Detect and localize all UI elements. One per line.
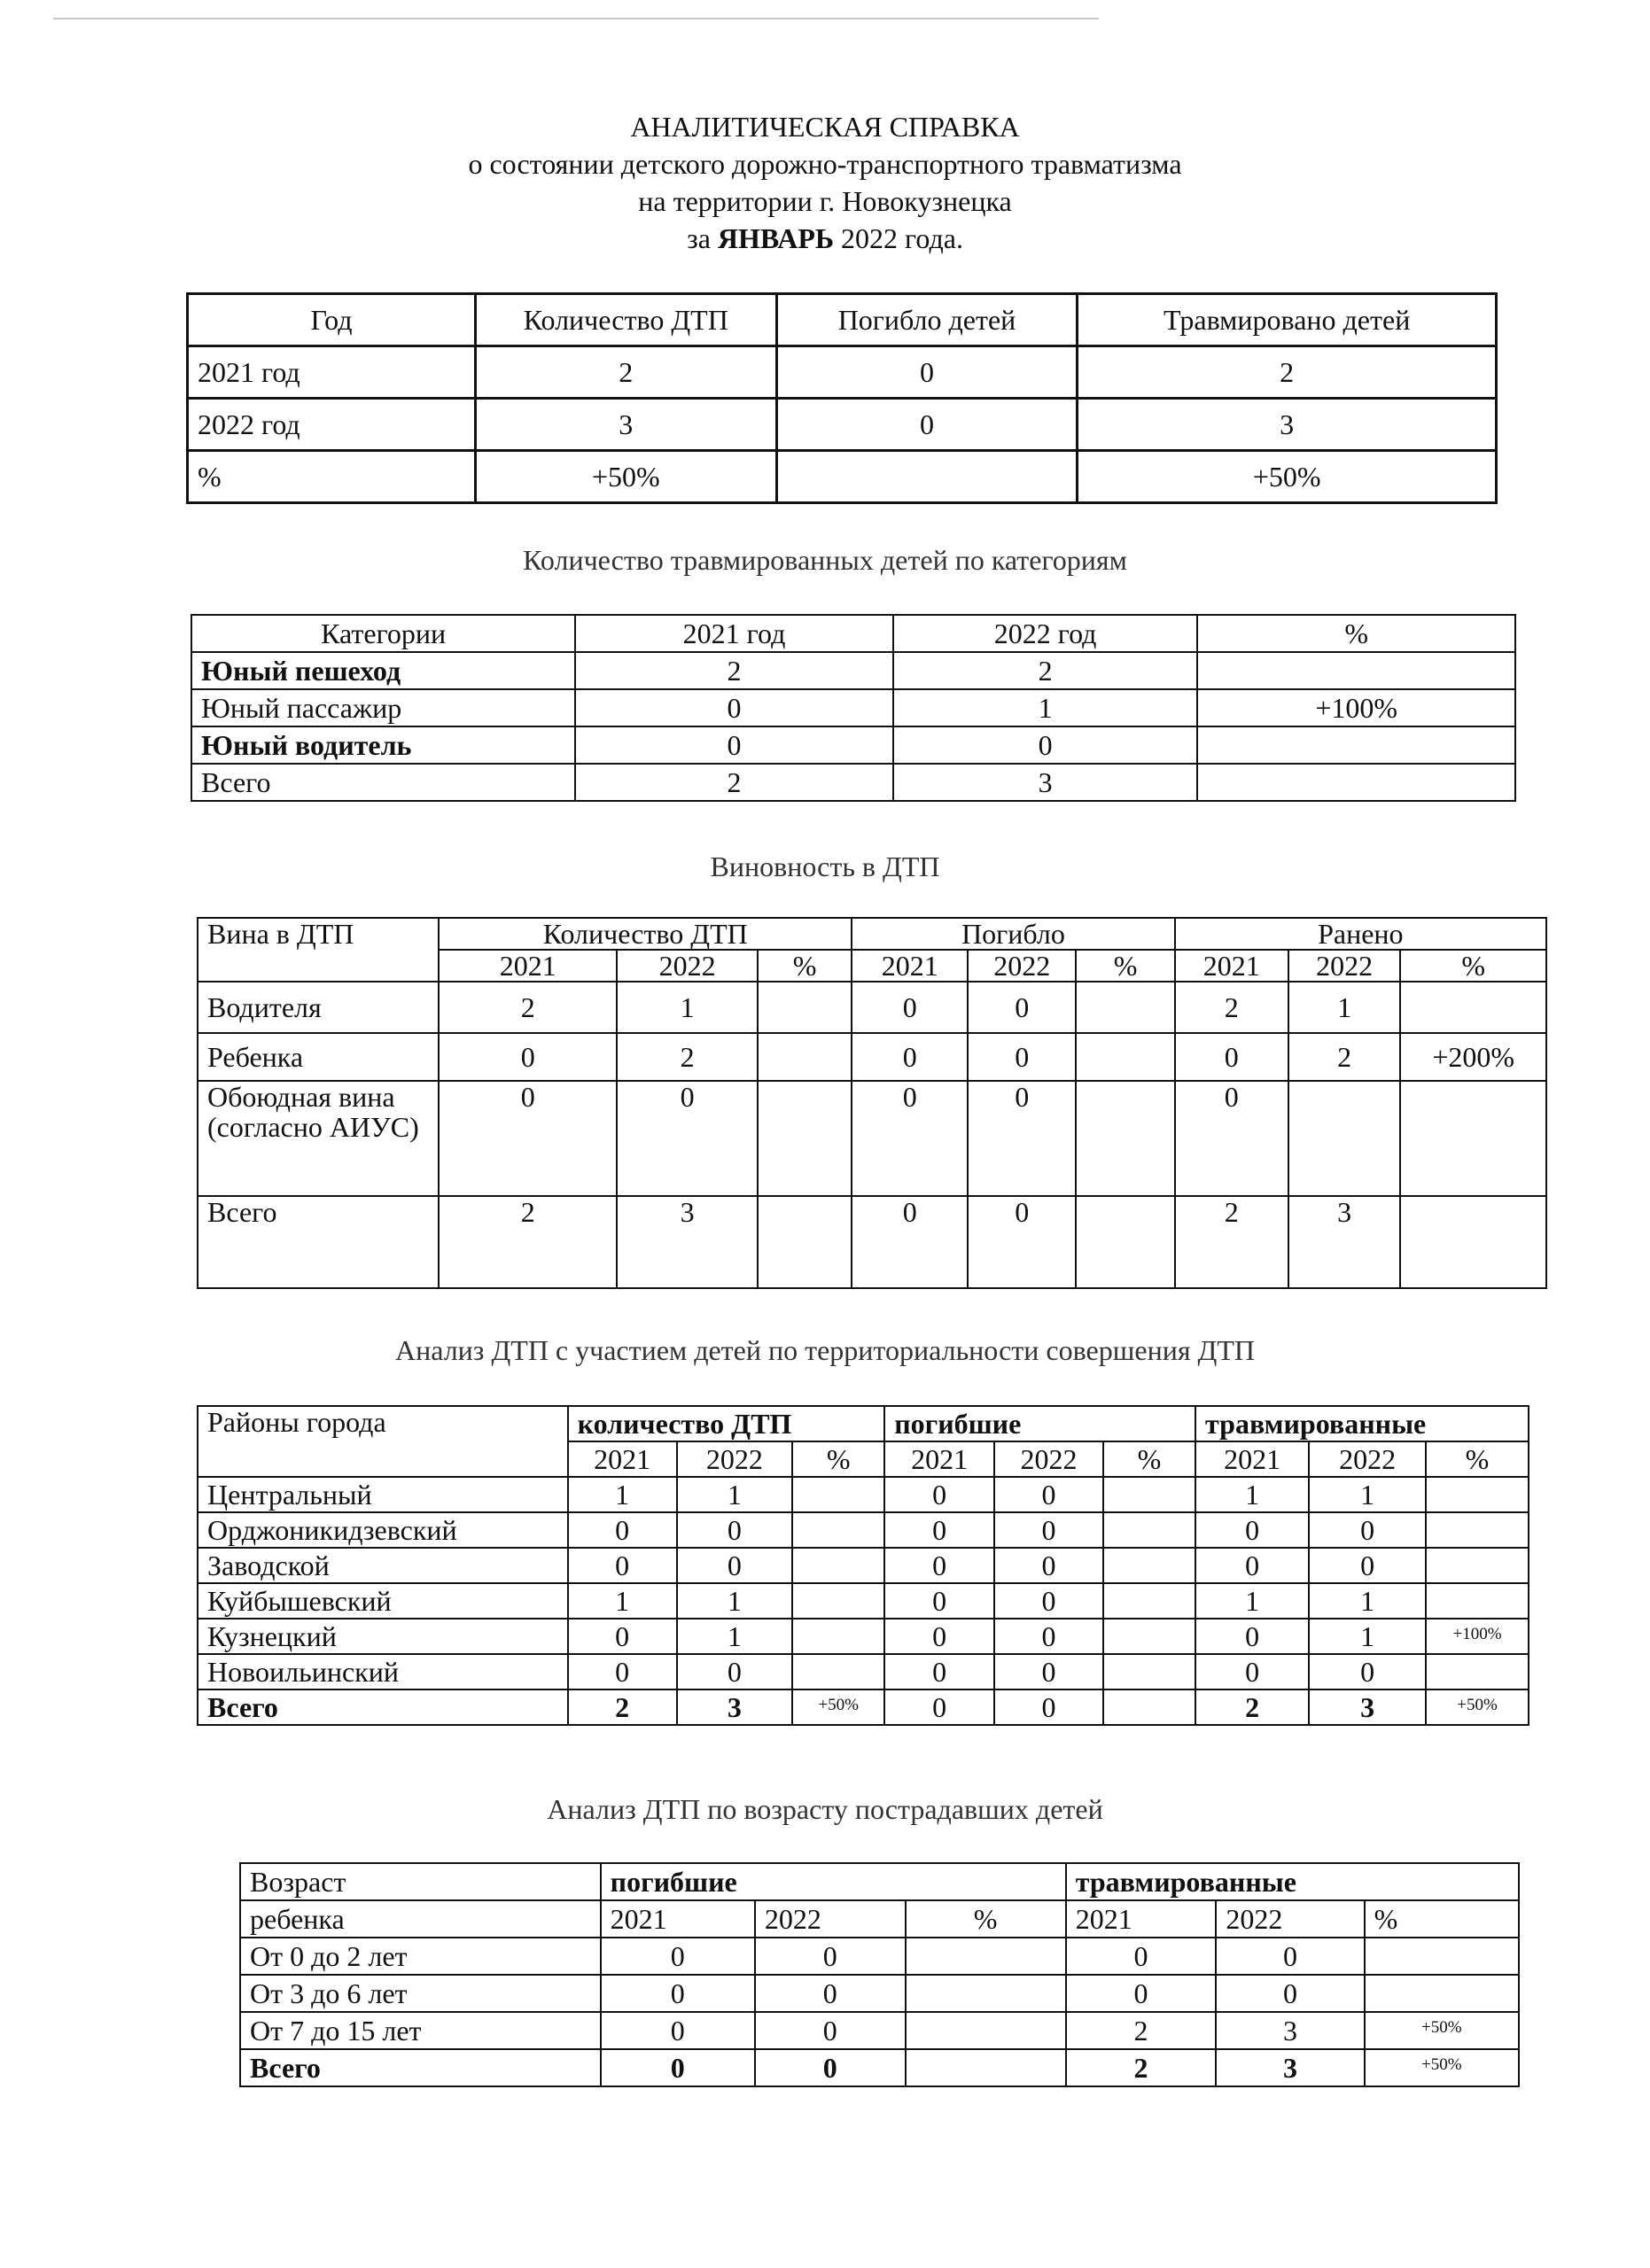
table-cell: 0 (884, 1548, 994, 1583)
subheader-cell: 2022 (1288, 950, 1401, 982)
row-label: 2022 год (188, 399, 476, 451)
header-cell: % (1197, 615, 1515, 652)
row-label: Кузнецкий (198, 1619, 568, 1654)
table-cell: 0 (968, 1033, 1076, 1081)
table-cell (792, 1619, 884, 1654)
table-cell (906, 2012, 1066, 2049)
header-cell: Год (188, 294, 476, 346)
table-cell (792, 1512, 884, 1548)
table-cell: 2 (1175, 1196, 1288, 1288)
table-cell: 0 (568, 1654, 677, 1689)
table-row (198, 1654, 1529, 1689)
table-cell: 0 (755, 1975, 906, 2012)
subheader-cell: % (1400, 950, 1546, 982)
table-cell (758, 1081, 852, 1196)
table-cell: 0 (601, 2012, 755, 2049)
table-cell: 0 (568, 1619, 677, 1654)
table-cell: 1 (677, 1619, 793, 1654)
subheader-cell: 2021 (601, 1900, 755, 1938)
table-cell: 0 (852, 982, 968, 1033)
table-cell (1288, 1081, 1401, 1196)
subheader-cell: 2021 (852, 950, 968, 982)
table-cell: 0 (968, 982, 1076, 1033)
table-cell: 0 (439, 1033, 617, 1081)
guilt-table (197, 917, 1547, 1289)
subheader-cell: % (792, 1441, 884, 1477)
table-cell: 0 (884, 1619, 994, 1654)
table-header-row (191, 615, 1515, 652)
table-header-row (240, 1863, 1519, 1900)
table-cell: 1 (1195, 1477, 1309, 1512)
table-cell: 0 (575, 689, 893, 726)
table-cell: 2 (1288, 1033, 1401, 1081)
header-cell: Возраст (240, 1863, 601, 1900)
table-cell: 0 (1216, 1938, 1364, 1975)
row-label: Ребенка (198, 1033, 439, 1081)
table-cell (758, 1196, 852, 1288)
table-cell: 1 (568, 1477, 677, 1512)
table-cell: 0 (994, 1583, 1103, 1619)
table-cell: 1 (677, 1583, 793, 1619)
table-cell (1426, 1512, 1529, 1548)
table-cell: 0 (852, 1196, 968, 1288)
subheader-cell: 2021 (1066, 1900, 1217, 1938)
header-cell: Категории (191, 615, 575, 652)
row-label: Центральный (198, 1477, 568, 1512)
document-header (0, 108, 1650, 257)
table-cell: 2 (439, 1196, 617, 1288)
table-cell (1365, 1938, 1519, 1975)
summary-table (186, 292, 1498, 504)
row-label: Юный пешеход (191, 652, 575, 689)
table-cell: 0 (893, 726, 1198, 764)
table-cell: 0 (1195, 1548, 1309, 1583)
table-cell (792, 1583, 884, 1619)
table-cell (1103, 1477, 1195, 1512)
header-cell: Районы города (198, 1406, 568, 1477)
scan-edge-line (53, 18, 1099, 19)
row-label: Заводской (198, 1548, 568, 1583)
table-row (191, 764, 1515, 801)
subheader-cell: 2021 (1175, 950, 1288, 982)
table-cell: 0 (617, 1081, 758, 1196)
group-header: погибшие (884, 1406, 1195, 1441)
table-cell: 2 (1175, 982, 1288, 1033)
table-cell: 0 (994, 1619, 1103, 1654)
group-header: Ранено (1175, 918, 1546, 950)
table-row (240, 1938, 1519, 1975)
table-cell: 0 (1066, 1938, 1217, 1975)
document-subtitle: о состоянии детского дорожно-транспортного травматизма (468, 148, 1182, 180)
subheader-cell: 2021 (439, 950, 617, 982)
table-cell: 0 (601, 1938, 755, 1975)
header-cell: Вина в ДТП (198, 918, 439, 982)
categories-table (191, 614, 1516, 802)
subheader-cell: 2022 (968, 950, 1076, 982)
guilt-caption: Виновность в ДТП (710, 850, 940, 882)
table-cell (1076, 1033, 1174, 1081)
header-cell: ребенка (240, 1900, 601, 1938)
row-label: Водителя (198, 982, 439, 1033)
table-cell: 0 (968, 1196, 1076, 1288)
table-cell (906, 2049, 1066, 2086)
table-cell: 1 (568, 1583, 677, 1619)
row-label: Юный водитель (191, 726, 575, 764)
table-cell (792, 1548, 884, 1583)
row-label: Всего (198, 1689, 568, 1725)
categories-caption: Количество травмированных детей по категориям (523, 544, 1127, 576)
table-cell (1426, 1548, 1529, 1583)
subheader-cell: % (1076, 950, 1174, 982)
table-cell: 0 (884, 1689, 994, 1725)
table-cell: 0 (601, 2049, 755, 2086)
table-row (198, 1548, 1529, 1583)
table-header-row (198, 918, 1546, 950)
table-row (198, 1196, 1546, 1288)
table-cell (1103, 1619, 1195, 1654)
header-cell: Погибло детей (776, 294, 1078, 346)
table-cell: 0 (994, 1654, 1103, 1689)
table-cell: 1 (677, 1477, 793, 1512)
table-cell: 0 (884, 1583, 994, 1619)
table-cell: 1 (1309, 1477, 1426, 1512)
row-label: Юный пассажир (191, 689, 575, 726)
table-cell: 2 (568, 1689, 677, 1725)
table-row (188, 451, 1497, 503)
table-cell (1400, 1196, 1546, 1288)
row-label: Куйбышевский (198, 1583, 568, 1619)
table-row (191, 652, 1515, 689)
table-row (198, 1033, 1546, 1081)
document-period: за ЯНВАРЬ 2022 года. (687, 222, 963, 254)
table-cell (758, 1033, 852, 1081)
table-cell: 0 (1195, 1654, 1309, 1689)
table-cell: 3 (617, 1196, 758, 1288)
table-cell (1103, 1689, 1195, 1725)
table-cell: 0 (1195, 1512, 1309, 1548)
table-header-row (198, 1406, 1529, 1441)
table-cell: +50% (1078, 451, 1497, 503)
table-cell: 0 (1309, 1512, 1426, 1548)
table-row (240, 2049, 1519, 2086)
table-row (198, 982, 1546, 1033)
subheader-cell: 2022 (1216, 1900, 1364, 1938)
header-cell: Количество ДТП (475, 294, 776, 346)
table-cell (1076, 1196, 1174, 1288)
row-label: Всего (191, 764, 575, 801)
table-cell: +50% (792, 1689, 884, 1725)
table-cell: 0 (884, 1477, 994, 1512)
table-cell: 2 (893, 652, 1198, 689)
table-cell: 0 (852, 1033, 968, 1081)
table-row (198, 1689, 1529, 1725)
table-header-row (188, 294, 1497, 346)
table-cell: 2 (439, 982, 617, 1033)
table-row (240, 2012, 1519, 2049)
table-cell: 1 (1309, 1583, 1426, 1619)
subheader-cell: 2022 (994, 1441, 1103, 1477)
table-cell: 3 (1078, 399, 1497, 451)
subheader-cell: % (1426, 1441, 1529, 1477)
table-cell (1103, 1548, 1195, 1583)
table-cell: 1 (1195, 1583, 1309, 1619)
table-row (191, 689, 1515, 726)
subheader-cell: % (758, 950, 852, 982)
table-cell: 0 (994, 1548, 1103, 1583)
subheader-cell: 2021 (1195, 1441, 1309, 1477)
table-cell (1076, 982, 1174, 1033)
subheader-cell: 2022 (617, 950, 758, 982)
table-cell (1426, 1583, 1529, 1619)
table-cell: 2 (575, 764, 893, 801)
subheader-cell: 2022 (1309, 1441, 1426, 1477)
table-row (198, 1477, 1529, 1512)
table-cell: 3 (1288, 1196, 1401, 1288)
row-label: От 3 до 6 лет (240, 1975, 601, 2012)
table-cell: 2 (1066, 2012, 1217, 2049)
table-cell (1197, 652, 1515, 689)
table-cell (906, 1975, 1066, 2012)
subheader-cell: % (1103, 1441, 1195, 1477)
table-row (188, 346, 1497, 399)
table-row (198, 1619, 1529, 1654)
group-header: Количество ДТП (439, 918, 852, 950)
table-cell: 0 (677, 1548, 793, 1583)
row-label: % (188, 451, 476, 503)
table-row (198, 1512, 1529, 1548)
row-label: Всего (240, 2049, 601, 2086)
subheader-cell: % (1365, 1900, 1519, 1938)
table-cell: 2 (475, 346, 776, 399)
group-header: Погибло (852, 918, 1174, 950)
table-cell: 0 (755, 2049, 906, 2086)
table-cell: 0 (994, 1512, 1103, 1548)
table-cell (1426, 1654, 1529, 1689)
table-cell: 3 (893, 764, 1198, 801)
period-month: ЯНВАРЬ (717, 222, 835, 254)
districts-table (197, 1405, 1529, 1726)
table-row (240, 1975, 1519, 2012)
table-cell: 0 (1175, 1081, 1288, 1196)
row-label: Обоюдная вина (согласно АИУС) (198, 1081, 439, 1196)
table-cell (1400, 1081, 1546, 1196)
document-territory: на территории г. Новокузнецка (638, 185, 1012, 217)
table-cell: 0 (884, 1654, 994, 1689)
age-caption: Анализ ДТП по возрасту пострадавших детей (547, 1793, 1103, 1825)
table-cell: 0 (884, 1512, 994, 1548)
subheader-cell: 2022 (677, 1441, 793, 1477)
row-label: От 0 до 2 лет (240, 1938, 601, 1975)
table-cell: 0 (601, 1975, 755, 2012)
subheader-cell: 2021 (884, 1441, 994, 1477)
header-cell: 2022 год (893, 615, 1198, 652)
table-cell: +50% (1365, 2012, 1519, 2049)
table-cell: 0 (994, 1477, 1103, 1512)
table-cell: 2 (575, 652, 893, 689)
table-cell: 0 (755, 2012, 906, 2049)
table-cell: 0 (968, 1081, 1076, 1196)
table-cell: 0 (1216, 1975, 1364, 2012)
table-cell: +200% (1400, 1033, 1546, 1081)
subheader-cell: 2021 (568, 1441, 677, 1477)
table-cell: 3 (475, 399, 776, 451)
table-cell: 0 (1309, 1548, 1426, 1583)
table-cell: +100% (1197, 689, 1515, 726)
table-cell: 1 (1309, 1619, 1426, 1654)
document-title: АНАЛИТИЧЕСКАЯ СПРАВКА (630, 111, 1020, 143)
table-cell: 0 (755, 1938, 906, 1975)
table-cell: 0 (568, 1512, 677, 1548)
table-cell: 0 (575, 726, 893, 764)
table-cell (906, 1938, 1066, 1975)
table-cell: 0 (1066, 1975, 1217, 2012)
row-label: Орджоникидзевский (198, 1512, 568, 1548)
table-cell (1197, 764, 1515, 801)
row-label: Новоильинский (198, 1654, 568, 1689)
table-row (188, 399, 1497, 451)
table-cell (1103, 1654, 1195, 1689)
table-row (198, 1081, 1546, 1196)
row-label: От 7 до 15 лет (240, 2012, 601, 2049)
table-cell: +50% (1365, 2049, 1519, 2086)
table-cell (1400, 982, 1546, 1033)
table-cell (1197, 726, 1515, 764)
table-cell: 0 (776, 346, 1078, 399)
table-cell: 0 (1175, 1033, 1288, 1081)
table-cell: 3 (677, 1689, 793, 1725)
group-header: травмированные (1195, 1406, 1529, 1441)
table-cell: 1 (893, 689, 1198, 726)
age-table (239, 1862, 1520, 2087)
table-cell: +50% (1426, 1689, 1529, 1725)
group-header: травмированные (1066, 1863, 1519, 1900)
table-cell: 0 (994, 1689, 1103, 1725)
table-cell: 3 (1309, 1689, 1426, 1725)
table-cell: 3 (1216, 2049, 1364, 2086)
header-cell: 2021 год (575, 615, 893, 652)
table-cell: 0 (568, 1548, 677, 1583)
table-cell (1365, 1975, 1519, 2012)
table-cell (1426, 1477, 1529, 1512)
table-cell: +50% (475, 451, 776, 503)
table-cell: +100% (1426, 1619, 1529, 1654)
table-cell: 0 (1309, 1654, 1426, 1689)
table-cell (1103, 1512, 1195, 1548)
table-cell: 0 (1195, 1619, 1309, 1654)
group-header: погибшие (601, 1863, 1066, 1900)
group-header: количество ДТП (568, 1406, 885, 1441)
table-cell (776, 451, 1078, 503)
table-row (198, 1583, 1529, 1619)
subheader-cell: 2022 (755, 1900, 906, 1938)
row-label: Всего (198, 1196, 439, 1288)
table-subheader-row (240, 1900, 1519, 1938)
table-cell: 2 (1195, 1689, 1309, 1725)
table-cell (1103, 1583, 1195, 1619)
table-cell (758, 982, 852, 1033)
table-cell: 0 (776, 399, 1078, 451)
table-cell: 2 (1078, 346, 1497, 399)
table-cell: 0 (677, 1512, 793, 1548)
table-cell (792, 1477, 884, 1512)
table-cell (792, 1654, 884, 1689)
table-row (191, 726, 1515, 764)
table-cell: 2 (1066, 2049, 1217, 2086)
row-label: 2021 год (188, 346, 476, 399)
table-cell: 0 (852, 1081, 968, 1196)
table-cell: 0 (677, 1654, 793, 1689)
table-cell: 1 (1288, 982, 1401, 1033)
districts-caption: Анализ ДТП с участием детей по территориальности совершения ДТП (394, 1334, 1256, 1366)
table-cell: 3 (1216, 2012, 1364, 2049)
subheader-cell: % (906, 1900, 1066, 1938)
header-cell: Травмировано детей (1078, 294, 1497, 346)
table-cell: 2 (617, 1033, 758, 1081)
table-cell: 1 (617, 982, 758, 1033)
table-cell (1076, 1081, 1174, 1196)
table-cell: 0 (439, 1081, 617, 1196)
